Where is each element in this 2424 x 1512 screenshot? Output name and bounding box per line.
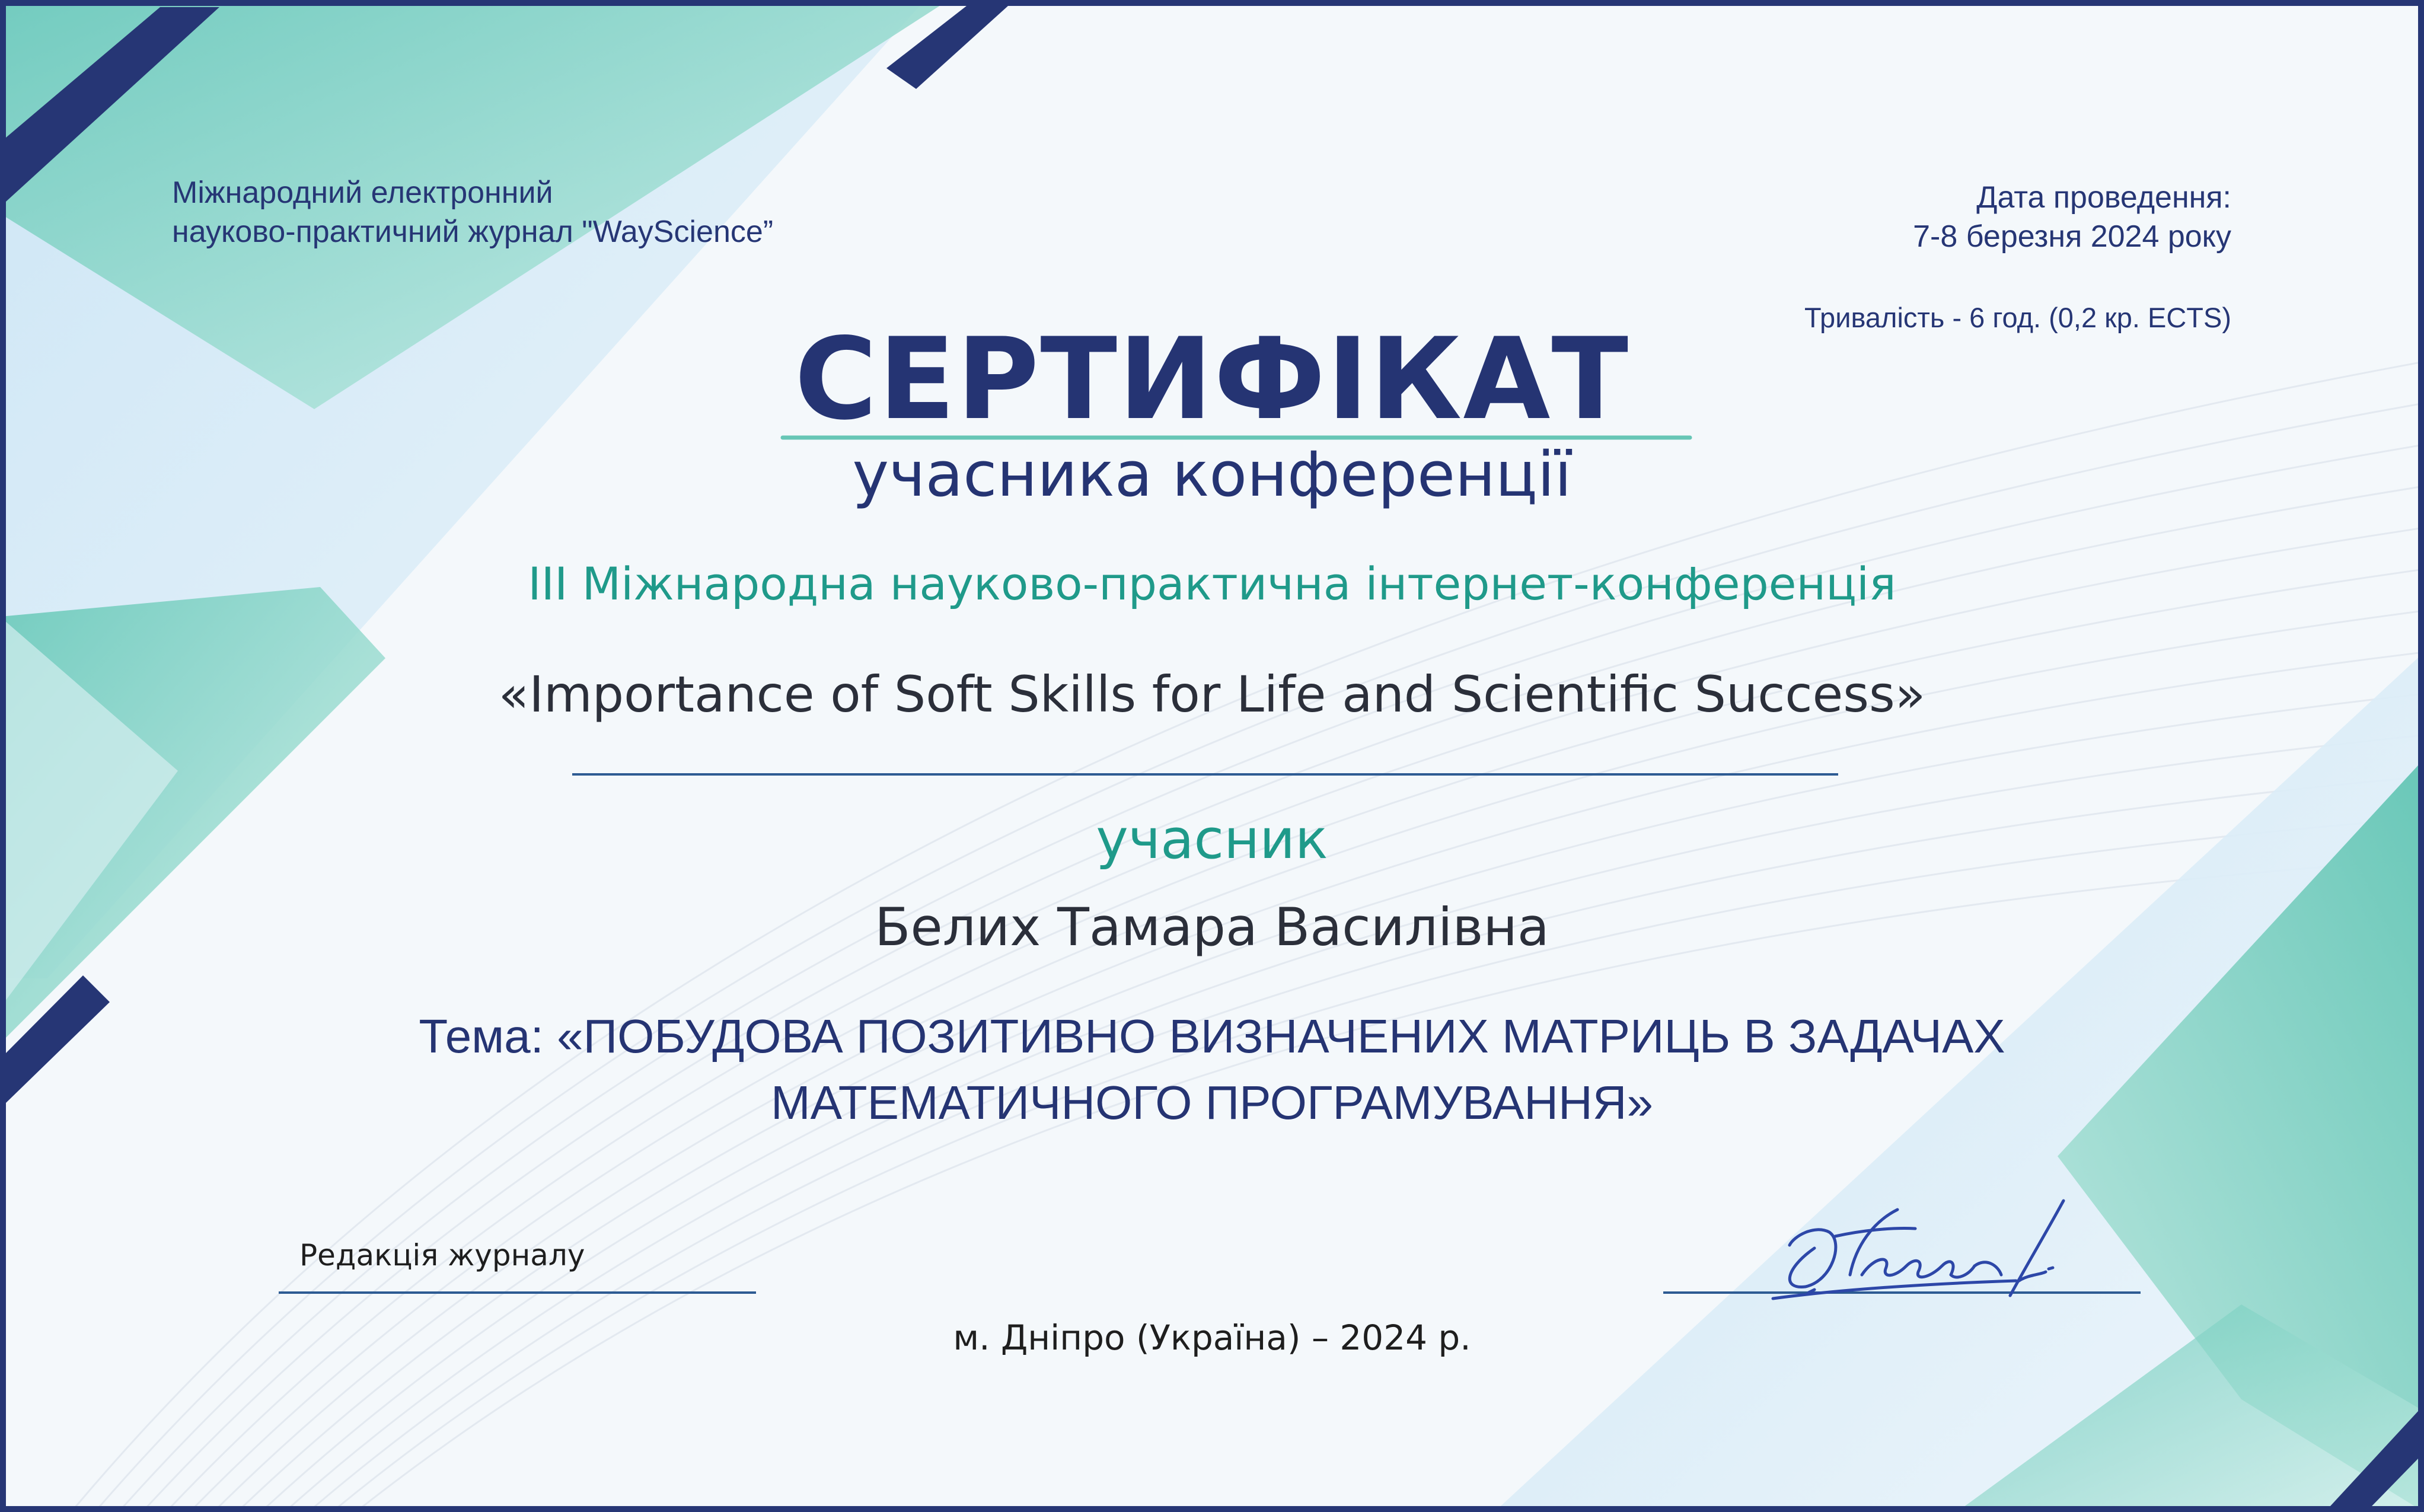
participant-role: учасник (1096, 808, 1328, 871)
participant-name: Белих Тамара Василівна (875, 897, 1549, 958)
topic-line-2: МАТЕМАТИЧНОГО ПРОГРАМУВАННЯ» (770, 1076, 1654, 1129)
city-year: м. Дніпро (Україна) – 2024 р. (953, 1318, 1471, 1358)
journal-name-line-2: науково-практичний журнал "WayScience” (172, 215, 774, 249)
conference-title: «Importance of Soft Skills for Life and Scientific Success» (498, 665, 1926, 723)
duration: Тривалість - 6 год. (0,2 кр. ECTS) (1804, 302, 2231, 333)
event-dates (1913, 178, 2231, 256)
report-topic (0, 1003, 2424, 1136)
journal-name (172, 173, 773, 251)
topic-line-1: Тема: «ПОБУДОВА ПОЗИТИВНО ВИЗНАЧЕНИХ МАТРИЦЬ В ЗАДАЧАХ (419, 1010, 2005, 1063)
editorial-label: Редакція журналу (299, 1238, 585, 1272)
certificate-title: СЕРТИФІКАТ (794, 314, 1630, 445)
certificate-subtitle: учасника конференції (852, 438, 1572, 511)
conference-name: III Міжнародна науково-практична інтернет-конференція (528, 557, 1896, 610)
date-label: Дата проведення: (1976, 180, 2231, 215)
journal-name-line-1: Міжнародний електронний (172, 176, 553, 210)
date-value: 7-8 березня 2024 року (1913, 219, 2231, 254)
